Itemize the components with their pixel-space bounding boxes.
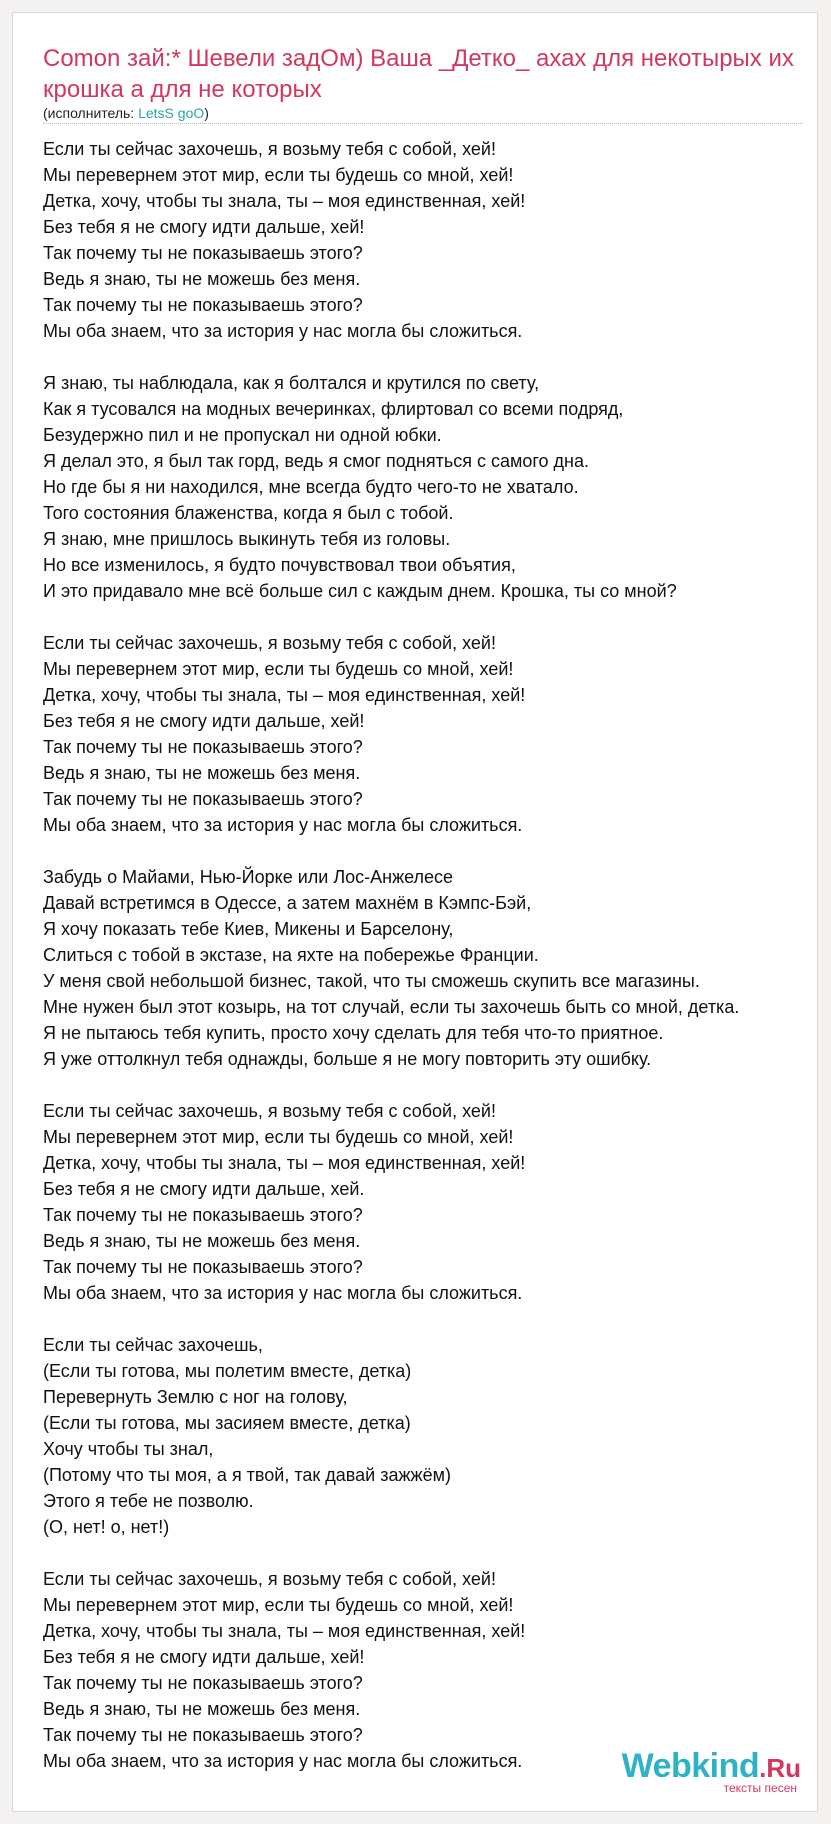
lyric-line: Так почему ты не показываешь этого? [43,243,363,263]
lyric-line: Забудь о Майами, Нью-Йорке или Лос-Анжелесе [43,867,454,887]
lyric-line: Если ты сейчас захочешь, я возьму тебя с собой, хей! [43,1569,496,1589]
lyric-line: Мы перевернем этот мир, если ты будешь со мной, хей! [43,1127,514,1147]
lyric-line: Ведь я знаю, ты не можешь без меня. [43,269,361,289]
lyric-line: И это придавало мне всё больше сил с каждым днем. Крошка, ты со мной? [43,581,677,601]
lyric-line: Если ты сейчас захочешь, [43,1335,263,1355]
lyric-line: (О, нет! о, нет!) [43,1517,170,1537]
lyric-line: Я хочу показать тебе Киев, Микены и Барселону, [43,919,454,939]
lyric-line: Так почему ты не показываешь этого? [43,1673,363,1693]
lyric-line: Но где бы я ни находился, мне всегда будто чего-то не хватало. [43,477,579,497]
lyric-line: Мне нужен был этот козырь, на тот случай, если ты захочешь быть со мной, детка. [43,997,740,1017]
lyric-line: Как я тусовался на модных вечеринках, флиртовал со всеми подряд, [43,399,624,419]
lyric-line: Хочу чтобы ты знал, [43,1439,214,1459]
lyric-line: Слиться с тобой в экстазе, на яхте на побережье Франции. [43,945,539,965]
lyrics-stanza [43,630,818,838]
lyric-line: Если ты сейчас захочешь, я возьму тебя с собой, хей! [43,633,496,653]
lyric-line: Так почему ты не показываешь этого? [43,737,363,757]
lyric-line: Ведь я знаю, ты не можешь без меня. [43,1231,361,1251]
lyric-line: Мы оба знаем, что за история у нас могла бы сложиться. [43,815,523,835]
song-title: Comon зай:* Шевели задОм) Ваша _Детко_ ахах для некотырых их крошка а для не которых [43,45,794,103]
lyric-line: Я уже оттолкнул тебя однажды, больше я не могу повторить эту ошибку. [43,1049,652,1069]
lyrics-stanza [43,864,818,1072]
lyric-line: Без тебя я не смогу идти дальше, хей! [43,217,365,237]
performer-suffix: ) [204,105,209,121]
lyric-line: Так почему ты не показываешь этого? [43,295,363,315]
lyric-line: Безудержно пил и не пропускал ни одной юбки. [43,425,442,445]
logo-tagline: тексты песен [723,1781,797,1795]
lyrics-stanza [43,136,818,344]
lyric-line: Того состояния блаженства, когда я был с тобой. [43,503,454,523]
lyric-line: Так почему ты не показываешь этого? [43,1725,363,1745]
lyric-line: У меня свой небольшой бизнес, такой, что ты сможешь скупить все магазины. [43,971,700,991]
lyric-line: Перевернуть Землю с ног на голову, [43,1387,348,1407]
lyric-line: Детка, хочу, чтобы ты знала, ты – моя единственная, хей! [43,191,526,211]
lyric-line: Ведь я знаю, ты не можешь без меня. [43,763,361,783]
lyric-line: Так почему ты не показываешь этого? [43,1257,363,1277]
logo-tld: .Ru [759,1753,801,1783]
lyric-line: Без тебя я не смогу идти дальше, хей! [43,711,365,731]
performer-link[interactable]: LetsS goO [138,105,205,121]
performer-line [43,104,209,122]
lyric-line: Я не пытаюсь тебя купить, просто хочу сделать для тебя что-то приятное. [43,1023,664,1043]
lyric-line: Мы оба знаем, что за история у нас могла бы сложиться. [43,321,523,341]
lyric-line: (Если ты готова, мы полетим вместе, детка) [43,1361,412,1381]
lyric-line: Если ты сейчас захочешь, я возьму тебя с собой, хей! [43,139,496,159]
lyrics-stanza [43,1332,818,1540]
lyric-line: Но все изменилось, я будто почувствовал твои объятия, [43,555,516,575]
lyrics-stanza [43,1098,818,1306]
lyric-line: Так почему ты не показываешь этого? [43,1205,363,1225]
lyric-line: Так почему ты не показываешь этого? [43,789,363,809]
logo-name: Webkind [621,1747,760,1785]
performer-prefix: (исполнитель: [43,105,139,121]
lyric-line: Мы перевернем этот мир, если ты будешь со мной, хей! [43,659,514,679]
lyric-line: Мы перевернем этот мир, если ты будешь со мной, хей! [43,1595,514,1615]
lyric-line: Давай встретимся в Одессе, а затем махнём в Кэмпс-Бэй, [43,893,532,913]
lyrics-body [43,136,818,1800]
lyric-line: Детка, хочу, чтобы ты знала, ты – моя единственная, хей! [43,1621,526,1641]
lyric-line: Я знаю, ты наблюдала, как я болтался и крутился по свету, [43,373,540,393]
lyric-line: Детка, хочу, чтобы ты знала, ты – моя единственная, хей! [43,685,526,705]
lyrics-card [12,12,818,1812]
title-divider [43,123,803,124]
lyric-line: Мы перевернем этот мир, если ты будешь со мной, хей! [43,165,514,185]
lyric-line: Этого я тебе не позволю. [43,1491,254,1511]
lyric-line: Детка, хочу, чтобы ты знала, ты – моя единственная, хей! [43,1153,526,1173]
lyric-line: Ведь я знаю, ты не можешь без меня. [43,1699,361,1719]
lyric-line: Я делал это, я был так горд, ведь я смог подняться с самого дна. [43,451,590,471]
lyrics-stanza [43,370,818,604]
lyric-line: Без тебя я не смогу идти дальше, хей. [43,1179,365,1199]
lyric-line: Мы оба знаем, что за история у нас могла бы сложиться. [43,1751,523,1771]
lyrics-stanza [43,1566,818,1774]
lyric-line: Я знаю, мне пришлось выкинуть тебя из головы. [43,529,451,549]
lyric-line: (Если ты готова, мы засияем вместе, детка) [43,1413,411,1433]
lyric-line: Без тебя я не смогу идти дальше, хей! [43,1647,365,1667]
lyric-line: Если ты сейчас захочешь, я возьму тебя с собой, хей! [43,1101,496,1121]
lyric-line: Мы оба знаем, что за история у нас могла бы сложиться. [43,1283,523,1303]
webkind-logo[interactable] [622,1749,801,1795]
lyric-line: (Потому что ты моя, а я твой, так давай зажжём) [43,1465,451,1485]
